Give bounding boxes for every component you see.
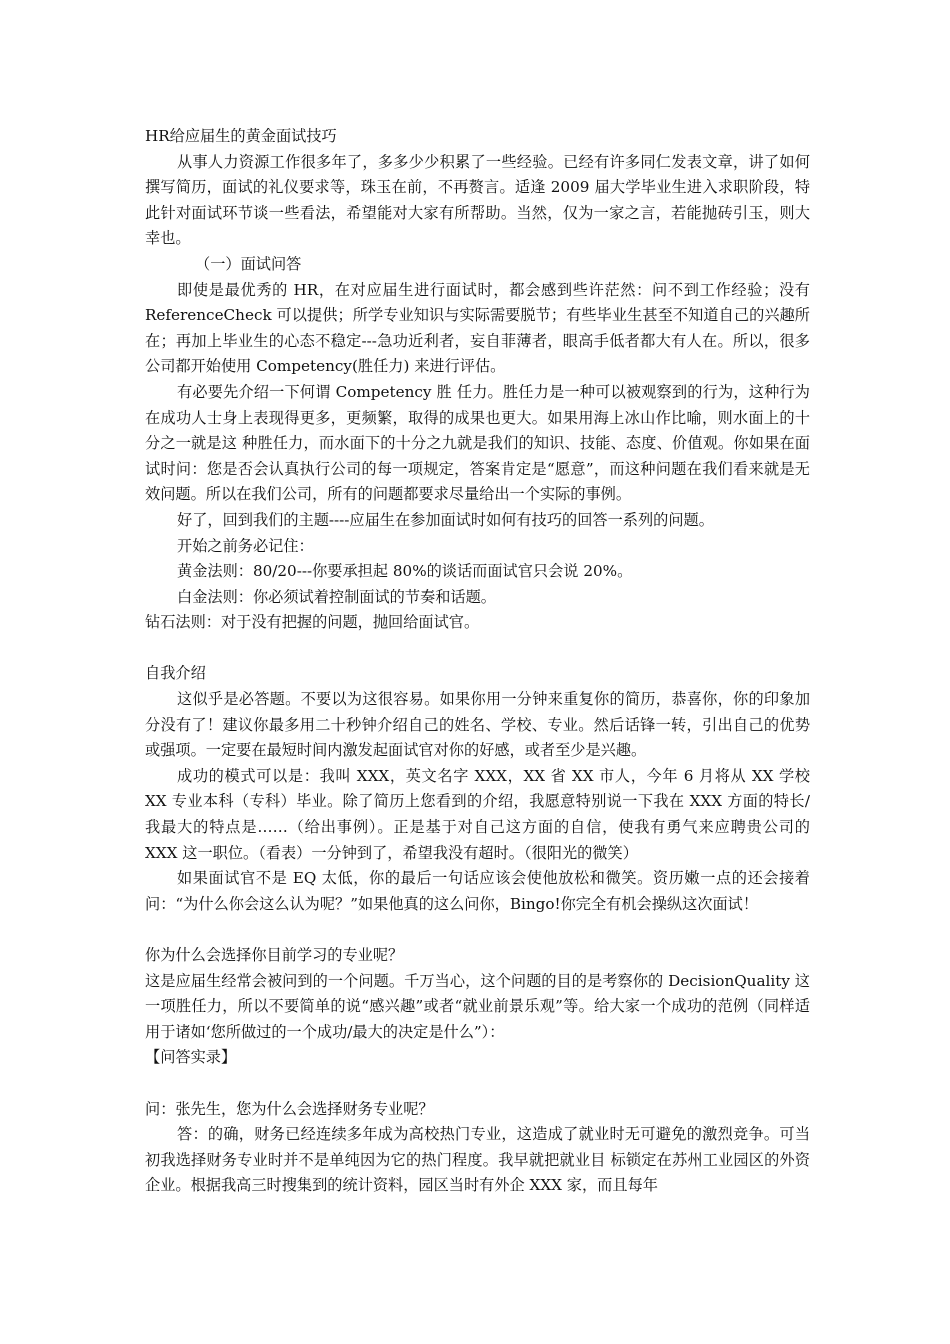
spacer xyxy=(145,917,810,943)
paragraph-why-major: 这是应届生经常会被问到的一个问题。千万当心，这个问题的目的是考察你的 DecisionQuality 这一项胜任力，所以不要简单的说“感兴趣”或者“就业前景乐观”等。给大家一个成功的范例（同样适用于诸如‘您所做过的一个成功/最大的决定是什么”）： xyxy=(145,971,810,1041)
paragraph-remember: 开始之前务必记住： xyxy=(177,536,314,555)
paragraph-self-intro-tips: 这似乎是必答题。不要以为这很容易。如果你用一分钟来重复你的简历，恭喜你，你的印象加分没有了！建议你最多用二十秒钟介绍自己的姓名、学校、专业。然后话锋一转，引出自己的优势或强项。一定要在最短时间内激发起面试官对你的好感，或者至少是兴趣。 xyxy=(145,690,810,760)
intro-paragraph: 从事人力资源工作很多年了，多多少少积累了一些经验。已经有许多同仁发表文章，讲了如何撰写简历，面试的礼仪要求等，珠玉在前，不再赘言。适逢 2009 届大学毕业生进入求职阶段，特此针对面试环节谈一些看法，希望能对大家有所帮助。当然，仅为一家之言，若能抛砖引玉，则大幸也。 xyxy=(145,152,810,248)
heading-self-introduction: 自我介绍 xyxy=(145,664,206,683)
golden-rule: 黄金法则：80/20---你要承担起 80%的谈话而面试官只会说 20%。 xyxy=(177,562,633,581)
document-title: HR给应届生的黄金面试技巧 xyxy=(145,127,337,145)
heading-why-major: 你为什么会选择你目前学习的专业呢？ xyxy=(145,946,404,964)
paragraph-hr-confusion: 即使是最优秀的 HR，在对应届生进行面试时，都会感到些许茫然：问不到工作经验；没有 ReferenceCheck 可以提供；所学专业知识与实际需要脱节；有些毕业生甚至不知道自己的兴趣所在；再加上毕业生的心态不稳定---急功近利者，妄自菲薄者，眼高手低者都大有人在。所以，很多公司都开始使用 Competency(胜任力) 来进行评估。 xyxy=(145,280,810,376)
diamond-rule: 钻石法则：对于没有把握的问题，抛回给面试官。 xyxy=(145,613,480,632)
paragraph-eq: 如果面试官不是 EQ 太低，你的最后一句话应该会使他放松和微笑。资历嫩一点的还会接着问：“为什么你会这么认为呢？”如果他真的这么问你，Bingo!你完全有机会操纵这次面试！ xyxy=(145,869,810,913)
document-body xyxy=(145,124,810,1199)
paragraph-self-intro-template: 成功的模式可以是：我叫 XXX，英文名字 XXX，XX 省 XX 市人，今年 6 月将从 XX 学校 XX 专业本科（专科）毕业。除了简历上您看到的介绍，我愿意特别说一下我在 XXX 方面的特长/我最大的特点是……（给出事例）。正是基于对自己这方面的自信，使我有勇气来应聘贵公司的 XXX 这一职位。（看表）一分钟到了，希望我没有超时。（很阳光的微笑） xyxy=(145,766,810,862)
question-text: 问：张先生，您为什么会选择财务专业呢？ xyxy=(145,1099,434,1118)
answer-text: 答：的确，财务已经连续多年成为高校热门专业，这造成了就业时无可避免的激烈竞争。可当初我选择财务专业时并不是单纯因为它的热门程度。我早就把就业目 标锁定在苏州工业园区的外资企业。根据我高三时搜集到的统计资料，园区当时有外企 XXX 家，而且每年 xyxy=(145,1125,810,1195)
paragraph-competency: 有必要先介绍一下何谓 Competency 胜 任力。胜任力是一种可以被观察到的行为，这种行为在成功人士身上表现得更多，更频繁，取得的成果也更大。如果用海上冰山作比喻，则水面上的十分之一就是这 种胜任力，而水面下的十分之九就是我们的知识、技能、态度、价值观。你如果在面试时问：您是否会认真执行公司的每一项规定，答案肯定是“愿意”，而这种问题在我们看来就是无效问题。所以在我们公司，所有的问题都要求尽量给出一个实际的事例。 xyxy=(145,382,810,504)
paragraph-main-topic: 好了，回到我们的主题----应届生在参加面试时如何有技巧的回答一系列的问题。 xyxy=(177,510,714,529)
spacer xyxy=(145,1071,810,1097)
spacer xyxy=(145,636,810,662)
label-qa-record: 【问答实录】 xyxy=(145,1048,237,1067)
platinum-rule: 白金法则：你必须试着控制面试的节奏和话题。 xyxy=(177,587,496,606)
section-heading-interview-qa: （一）面试问答 xyxy=(195,254,302,273)
